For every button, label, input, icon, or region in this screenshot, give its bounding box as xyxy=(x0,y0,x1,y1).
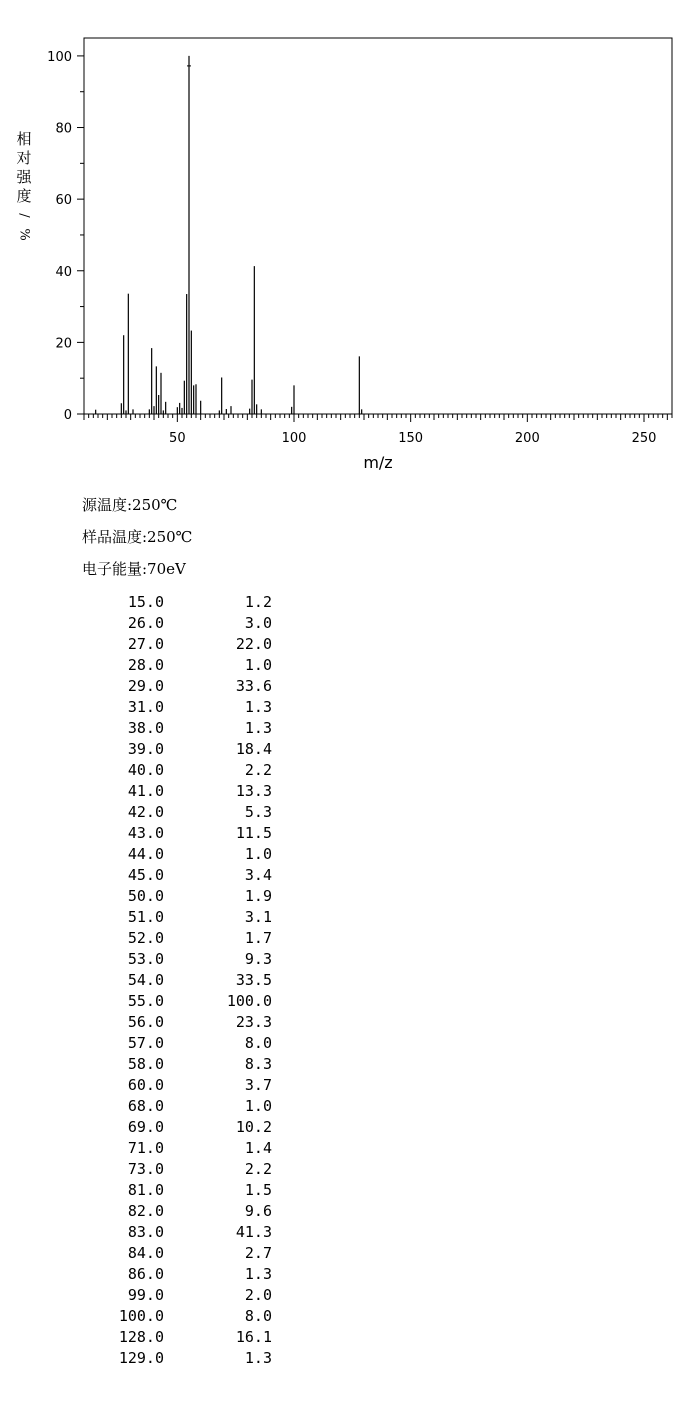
table-row xyxy=(82,928,272,949)
y-axis-title-char: % xyxy=(16,228,32,241)
table-row xyxy=(82,676,272,697)
y-tick-label: 80 xyxy=(55,121,72,137)
table-row xyxy=(82,592,272,613)
peak-intensity: 2.0 xyxy=(244,1286,272,1304)
peak-mz: 71.0 xyxy=(127,1139,164,1157)
peak-intensity: 23.3 xyxy=(235,1013,272,1031)
table-row xyxy=(82,1348,272,1369)
peak-intensity: 11.5 xyxy=(235,824,272,842)
table-row xyxy=(82,823,272,844)
x-tick-label: 200 xyxy=(514,431,540,446)
peak-intensity: 1.3 xyxy=(244,719,272,737)
peak-intensity: 33.5 xyxy=(235,971,272,989)
table-row xyxy=(82,1285,272,1306)
peak-mz: 54.0 xyxy=(127,971,164,989)
peak-mz: 57.0 xyxy=(127,1034,164,1052)
peak-mz: 68.0 xyxy=(127,1097,164,1115)
peak-intensity: 8.0 xyxy=(244,1034,272,1052)
peak-intensity: 1.0 xyxy=(244,656,272,674)
y-tick-label: 100 xyxy=(47,49,72,65)
peak-mz: 69.0 xyxy=(127,1118,164,1136)
y-axis-title-char: 对 xyxy=(16,149,32,167)
x-tick-label: 100 xyxy=(281,431,307,446)
peak-mz: 55.0 xyxy=(127,992,164,1010)
peak-mz: 26.0 xyxy=(127,614,164,632)
table-row xyxy=(82,718,272,739)
peak-mz: 40.0 xyxy=(127,761,164,779)
peak-mz: 73.0 xyxy=(127,1160,164,1178)
peak-mz: 15.0 xyxy=(127,593,164,611)
table-row xyxy=(82,949,272,970)
peak-mz: 128.0 xyxy=(118,1328,164,1346)
table-row xyxy=(82,1201,272,1222)
peak-table xyxy=(82,592,272,1369)
y-axis xyxy=(47,50,84,423)
peak-intensity: 9.6 xyxy=(244,1202,272,1220)
source-temperature: 源温度:250℃ xyxy=(82,496,178,514)
table-row xyxy=(82,1012,272,1033)
peak-mz: 39.0 xyxy=(127,740,164,758)
peak-intensity: 16.1 xyxy=(235,1328,272,1346)
peak-mz: 29.0 xyxy=(127,677,164,695)
table-row xyxy=(82,1096,272,1117)
peak-mz: 129.0 xyxy=(118,1349,164,1367)
table-row xyxy=(82,991,272,1012)
table-row xyxy=(82,970,272,991)
peak-intensity: 33.6 xyxy=(235,677,272,695)
y-tick-label: 40 xyxy=(55,264,72,280)
y-tick-label: 0 xyxy=(63,408,72,423)
table-row xyxy=(82,655,272,676)
y-tick-label: 60 xyxy=(55,193,72,209)
peak-intensity: 2.7 xyxy=(244,1244,272,1262)
peak-mz: 42.0 xyxy=(127,803,164,821)
peak-mz: 28.0 xyxy=(127,656,164,674)
peak-intensity: 1.3 xyxy=(244,1349,272,1367)
sample-temperature: 样品温度:250℃ xyxy=(82,528,193,546)
table-row xyxy=(82,634,272,655)
peak-intensity: 5.3 xyxy=(244,803,272,821)
peak-intensity: 3.0 xyxy=(244,614,272,632)
peak-mz: 53.0 xyxy=(127,950,164,968)
peak-intensity: 1.7 xyxy=(244,929,272,947)
table-row xyxy=(82,1138,272,1159)
table-row xyxy=(82,886,272,907)
peak-mz: 86.0 xyxy=(127,1265,164,1283)
peak-mz: 45.0 xyxy=(127,866,164,884)
electron-energy: 电子能量:70eV xyxy=(82,560,186,578)
x-axis-title: m/z xyxy=(363,453,393,472)
table-row xyxy=(82,802,272,823)
peak-mz: 41.0 xyxy=(127,782,164,800)
peak-mz: 60.0 xyxy=(127,1076,164,1094)
peak-intensity: 3.1 xyxy=(244,908,272,926)
peak-intensity: 1.0 xyxy=(244,845,272,863)
table-row xyxy=(82,1117,272,1138)
peak-intensity: 1.2 xyxy=(244,593,272,611)
peak-mz: 84.0 xyxy=(127,1244,164,1262)
table-row xyxy=(82,781,272,802)
peak-intensity: 2.2 xyxy=(244,761,272,779)
peak-intensity: 10.2 xyxy=(235,1118,272,1136)
peak-mz: 52.0 xyxy=(127,929,164,947)
peak-intensity: 8.3 xyxy=(244,1055,272,1073)
peak-intensity: 2.2 xyxy=(244,1160,272,1178)
peak-intensity: 41.3 xyxy=(235,1223,272,1241)
peak-mz: 99.0 xyxy=(127,1286,164,1304)
peak-intensity: 3.4 xyxy=(244,866,272,884)
peak-intensity: 1.5 xyxy=(244,1181,272,1199)
peak-mz: 82.0 xyxy=(127,1202,164,1220)
x-tick-label: 150 xyxy=(398,431,424,446)
peak-intensity: 1.4 xyxy=(244,1139,272,1157)
table-row xyxy=(82,1075,272,1096)
peak-intensity: 1.9 xyxy=(244,887,272,905)
peak-intensity: 18.4 xyxy=(235,740,272,758)
peak-mz: 31.0 xyxy=(127,698,164,716)
table-row xyxy=(82,739,272,760)
table-row xyxy=(82,1243,272,1264)
peak-mz: 43.0 xyxy=(127,824,164,842)
table-row xyxy=(82,1180,272,1201)
y-tick-label: 20 xyxy=(55,336,72,352)
peak-mz: 38.0 xyxy=(127,719,164,737)
peak-intensity: 1.0 xyxy=(244,1097,272,1115)
peak-intensity: 100.0 xyxy=(226,992,272,1010)
peak-mz: 100.0 xyxy=(118,1307,164,1325)
table-row xyxy=(82,697,272,718)
x-axis xyxy=(84,414,672,446)
peak-intensity: 8.0 xyxy=(244,1307,272,1325)
peak-mz: 51.0 xyxy=(127,908,164,926)
y-axis-title-char: 相 xyxy=(16,130,32,148)
table-row xyxy=(82,613,272,634)
table-row xyxy=(82,907,272,928)
peak-mz: 58.0 xyxy=(127,1055,164,1073)
peak-mz: 83.0 xyxy=(127,1223,164,1241)
peak-mz: 44.0 xyxy=(127,845,164,863)
table-row xyxy=(82,1033,272,1054)
peak-intensity: 3.7 xyxy=(244,1076,272,1094)
y-axis-title xyxy=(14,130,34,244)
table-row xyxy=(82,1306,272,1327)
table-row xyxy=(82,1327,272,1348)
x-tick-label: 50 xyxy=(169,431,186,446)
plot-frame xyxy=(84,38,672,414)
mass-spectrum-chart xyxy=(0,0,691,480)
peak-intensity: 9.3 xyxy=(244,950,272,968)
peak-intensity: 1.3 xyxy=(244,698,272,716)
table-row xyxy=(82,1159,272,1180)
table-row xyxy=(82,844,272,865)
peak-mz: 81.0 xyxy=(127,1181,164,1199)
peak-intensity: 22.0 xyxy=(235,635,272,653)
table-row xyxy=(82,1054,272,1075)
y-axis-title-char: 度 xyxy=(16,187,32,205)
table-row xyxy=(82,1222,272,1243)
table-row xyxy=(82,1264,272,1285)
peak-mz: 56.0 xyxy=(127,1013,164,1031)
table-row xyxy=(82,760,272,781)
y-axis-title-char: / xyxy=(16,213,32,218)
y-axis-title-char: 强 xyxy=(16,168,32,186)
spectrum-bars xyxy=(96,56,362,414)
table-row xyxy=(82,865,272,886)
peak-mz: 50.0 xyxy=(127,887,164,905)
peak-intensity: 13.3 xyxy=(235,782,272,800)
peak-intensity: 1.3 xyxy=(244,1265,272,1283)
peak-mz: 27.0 xyxy=(127,635,164,653)
x-tick-label: 250 xyxy=(631,431,657,446)
